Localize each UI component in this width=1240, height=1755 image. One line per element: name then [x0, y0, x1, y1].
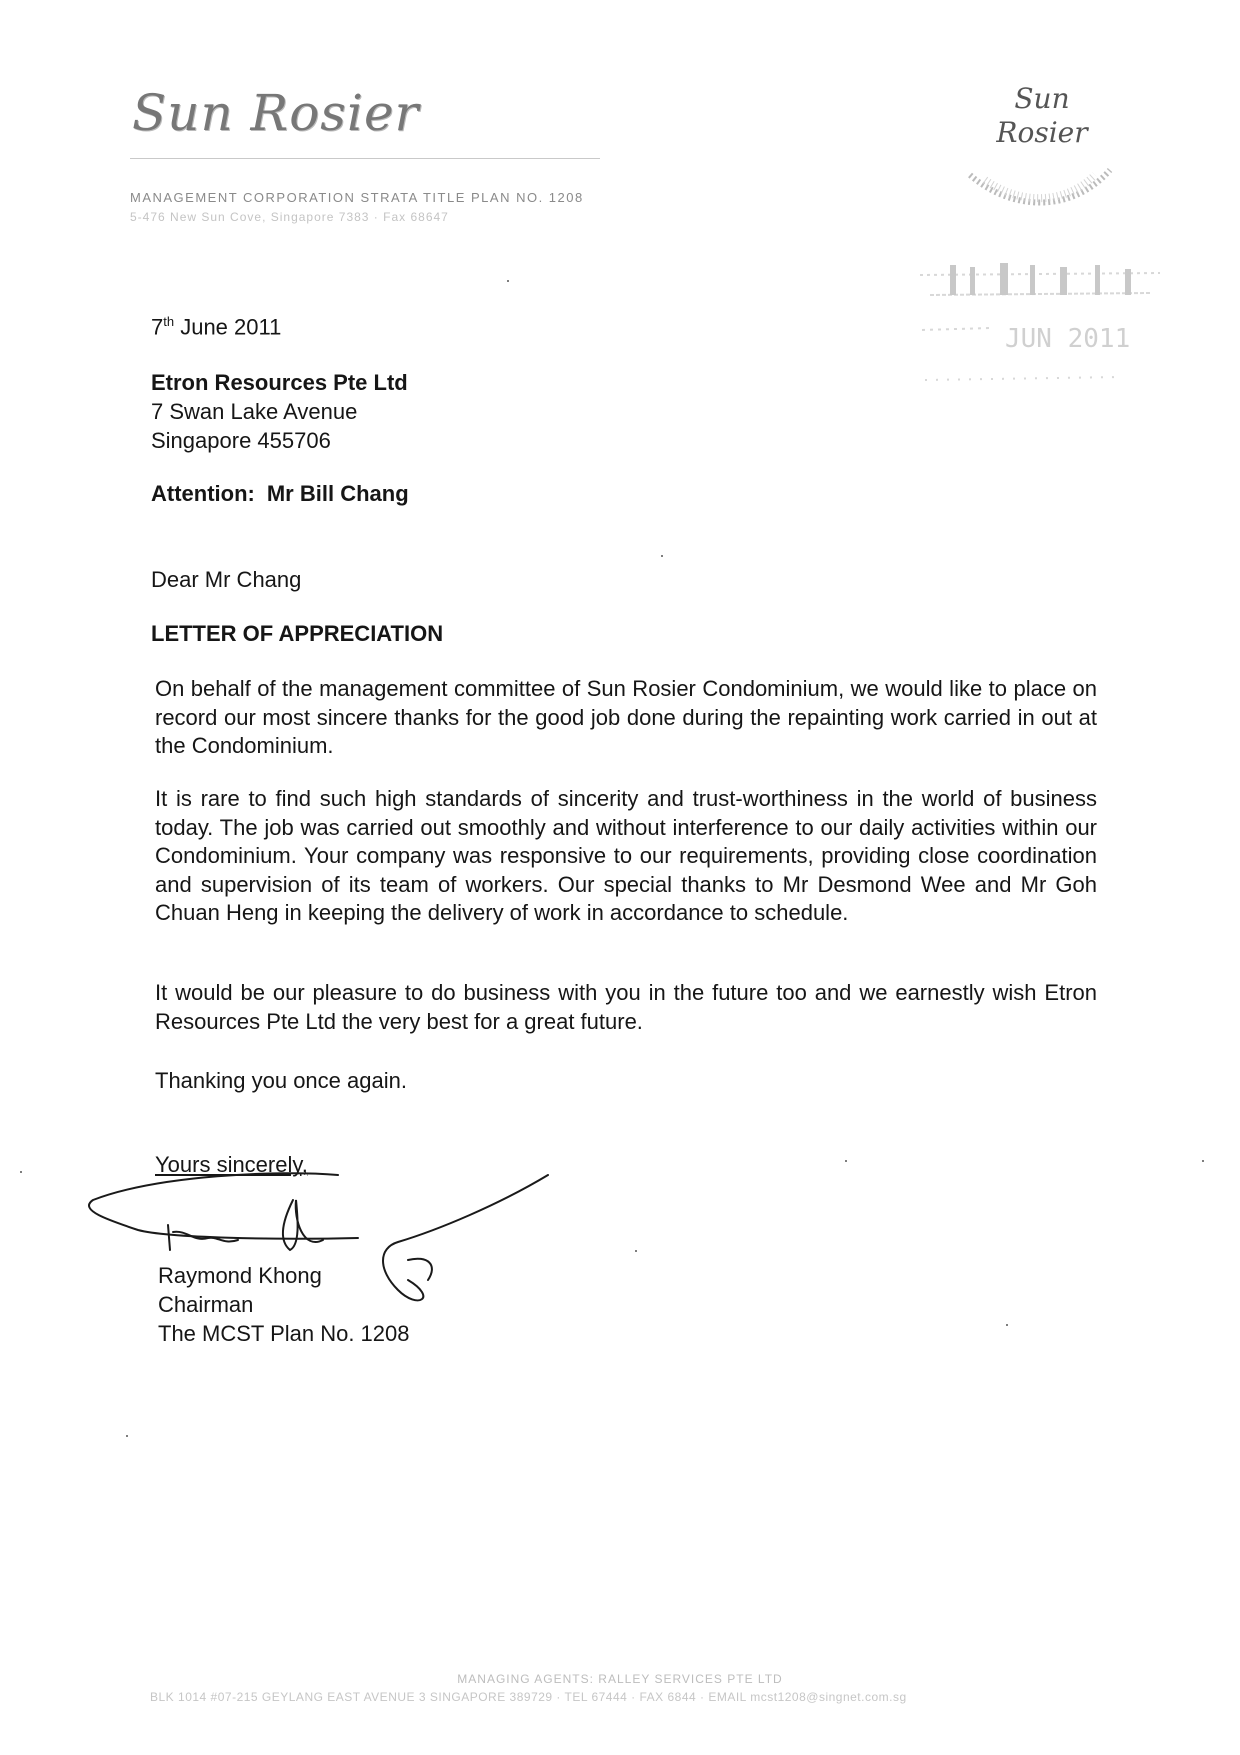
corner-logo — [972, 82, 1112, 150]
recipient-street: 7 Swan Lake Avenue — [151, 399, 358, 424]
body-paragraph-2: It is rare to find such high standards of sincerity and trust-worthiness in the world of business today. The job was carried out smoothly and without interference to our daily activities within our Condominium. Your company was responsive to our requirements, providing close coordination and supervision of its team of workers. Our special thanks to Mr Desmond Wee and Mr Goh Chuan Heng in keeping the delivery of work in accordance to schedule. — [155, 786, 1097, 925]
body-paragraph-3: It would be our pleasure to do business with you in the future too and we earnestly wish Etron Resources Pte Ltd the very best for a great future. — [155, 980, 1097, 1034]
scan-speck — [20, 1171, 22, 1173]
date-suffix: th — [163, 314, 175, 329]
body-paragraph-1: On behalf of the management committee of Sun Rosier Condominium, we would like to place on record our most sincere thanks for the good job done during the repainting work carried in out at the Condominium. — [155, 676, 1097, 758]
closing-line: Thanking you once again. — [155, 1068, 407, 1093]
recipient-address — [151, 368, 408, 455]
stamp-date: JUN 2011 — [1005, 324, 1131, 354]
sign-off: Yours sincerely, — [155, 1152, 308, 1177]
signer-organization: The MCST Plan No. 1208 — [158, 1321, 410, 1346]
letterhead-logo: Sun Rosier — [132, 84, 420, 142]
subject-heading: LETTER OF APPRECIATION — [151, 621, 444, 646]
letter-date — [151, 314, 281, 340]
letterhead-divider — [130, 158, 600, 159]
scan-speck — [661, 555, 663, 557]
date-rest: June 2011 — [174, 314, 282, 340]
date-day: 7 — [151, 314, 164, 340]
recipient-city: Singapore 455706 — [151, 428, 331, 453]
corner-logo-line2: Rosier — [996, 116, 1088, 149]
attention-line — [151, 481, 409, 507]
scan-speck — [1202, 1160, 1204, 1162]
letterhead-management-line: MANAGEMENT CORPORATION STRATA TITLE PLAN NO. 1208 — [130, 190, 584, 205]
corner-logo-line1: Sun — [1014, 82, 1070, 115]
scan-speck — [1006, 1324, 1008, 1326]
footer-address: BLK 1014 #07-215 GEYLANG EAST AVENUE 3 SINGAPORE 389729 · TEL 67444 · FAX 6844 · EMAIL mcst1208@singnet.com.sg — [150, 1690, 907, 1704]
scan-speck — [845, 1160, 847, 1162]
scan-speck — [126, 1435, 128, 1437]
signer-name: Raymond Khong — [158, 1263, 322, 1288]
letterhead-address-line: 5-476 New Sun Cove, Singapore 7383 · Fax 68647 — [130, 210, 449, 224]
attention-name: Mr Bill Chang — [266, 481, 409, 506]
footer-managing-agent: MANAGING AGENTS: RALLEY SERVICES PTE LTD — [457, 1672, 783, 1686]
scan-speck — [507, 280, 509, 282]
salutation: Dear Mr Chang — [151, 567, 302, 592]
logo-swirl-icon — [960, 160, 1120, 220]
scan-speck — [635, 1250, 637, 1252]
recipient-company: Etron Resources Pte Ltd — [151, 370, 408, 395]
signer-title: Chairman — [158, 1292, 254, 1317]
signer-block — [158, 1261, 410, 1348]
attention-label: Attention: — [151, 481, 255, 506]
